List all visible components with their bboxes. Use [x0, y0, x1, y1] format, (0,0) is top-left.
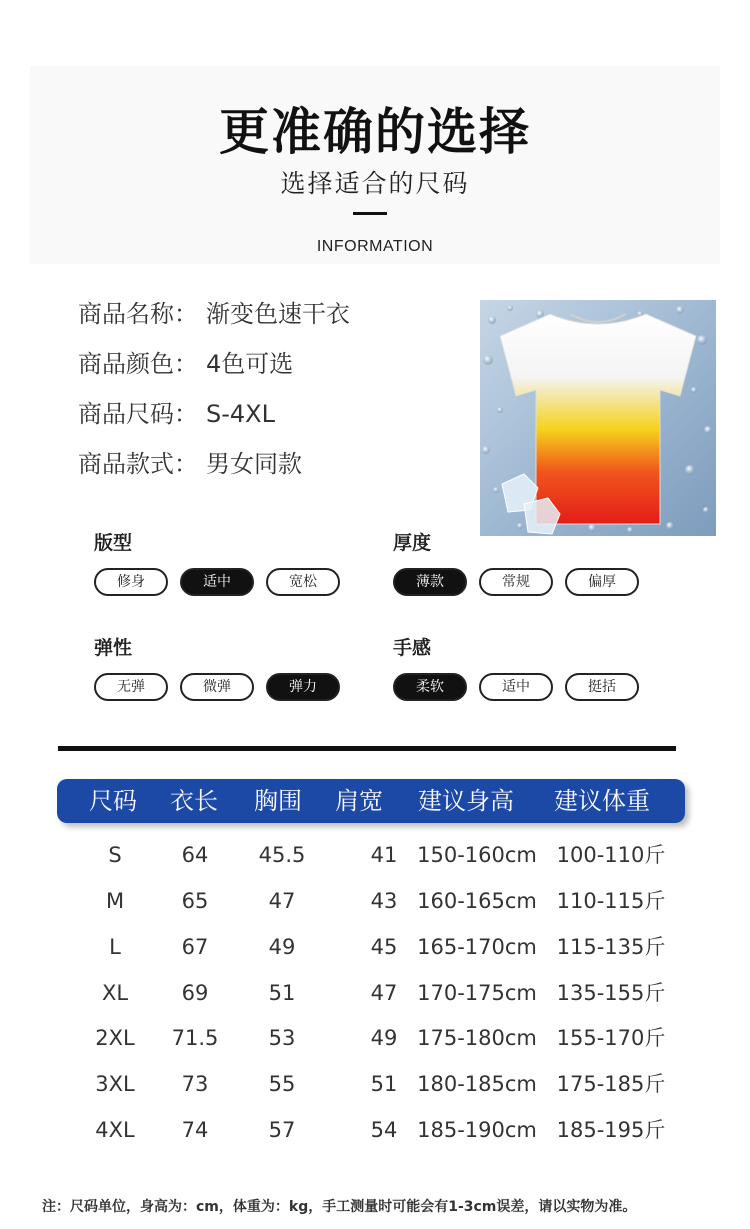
cell-shoulder: 41 — [370, 843, 398, 867]
feel-option-crisp[interactable]: 挺括 — [565, 673, 639, 701]
cell-shoulder: 45 — [370, 935, 398, 959]
cell-size: M — [105, 889, 125, 913]
spec-row-color — [78, 346, 350, 396]
cell-height: 165-170cm — [417, 935, 537, 959]
spec-value: S-4XL — [206, 400, 275, 428]
table-row — [0, 1020, 750, 1056]
cell-size: 4XL — [95, 1118, 135, 1142]
cell-height: 150-160cm — [417, 843, 537, 867]
page-title: 更准确的选择 — [219, 103, 531, 161]
cell-weight: 185-195斤 — [556, 1118, 666, 1142]
spec-value: 4色可选 — [206, 350, 294, 378]
spec-value: 渐变色速干衣 — [206, 300, 350, 328]
col-header-length: 衣长 — [170, 787, 218, 815]
spec-label: 商品颜色： — [78, 350, 198, 378]
spec-label: 商品款式： — [78, 450, 198, 478]
title-divider — [353, 212, 387, 215]
attr-elasticity-title: 弹性 — [94, 637, 133, 659]
cell-height: 175-180cm — [417, 1026, 537, 1050]
cell-chest: 55 — [268, 1072, 296, 1096]
product-image — [480, 300, 716, 536]
spec-value: 男女同款 — [206, 450, 302, 478]
information-label: INFORMATION — [316, 238, 434, 255]
spec-row-style — [78, 446, 350, 496]
cell-height: 160-165cm — [417, 889, 537, 913]
cell-size: XL — [101, 981, 129, 1005]
cell-shoulder: 51 — [370, 1072, 398, 1096]
cell-length: 69 — [181, 981, 209, 1005]
cell-shoulder: 49 — [370, 1026, 398, 1050]
attr-thickness — [393, 528, 639, 596]
cell-shoulder: 43 — [370, 889, 398, 913]
attr-feel-title: 手感 — [393, 637, 432, 659]
table-row — [0, 837, 750, 873]
cell-weight: 175-185斤 — [556, 1072, 666, 1096]
cell-length: 67 — [181, 935, 209, 959]
cell-chest: 53 — [268, 1026, 296, 1050]
attr-feel — [393, 633, 639, 701]
cell-size: L — [109, 935, 121, 959]
elasticity-option-stretch[interactable]: 弹力 — [266, 673, 340, 701]
cell-weight: 100-110斤 — [556, 843, 666, 867]
thickness-option-normal[interactable]: 常规 — [479, 568, 553, 596]
tshirt-photo-icon — [480, 300, 716, 536]
cell-height: 180-185cm — [417, 1072, 537, 1096]
section-divider — [58, 746, 676, 751]
col-header-shoulder: 肩宽 — [335, 787, 383, 815]
fit-option-slim[interactable]: 修身 — [94, 568, 168, 596]
attr-elasticity — [94, 633, 340, 701]
cell-length: 65 — [181, 889, 209, 913]
cell-length: 71.5 — [171, 1026, 219, 1050]
cell-chest: 45.5 — [258, 843, 306, 867]
table-row — [0, 1112, 750, 1148]
cell-weight: 155-170斤 — [556, 1026, 666, 1050]
fit-option-loose[interactable]: 宽松 — [266, 568, 340, 596]
cell-weight: 110-115斤 — [556, 889, 666, 913]
cell-weight: 135-155斤 — [556, 981, 666, 1005]
cell-chest: 57 — [268, 1118, 296, 1142]
cell-height: 185-190cm — [417, 1118, 537, 1142]
cell-chest: 49 — [268, 935, 296, 959]
cell-chest: 51 — [268, 981, 296, 1005]
spec-label: 商品尺码： — [78, 400, 198, 428]
thickness-option-thick[interactable]: 偏厚 — [565, 568, 639, 596]
elasticity-option-slight[interactable]: 微弹 — [180, 673, 254, 701]
cell-size: S — [108, 843, 122, 867]
spec-row-size — [78, 396, 350, 446]
cell-shoulder: 54 — [370, 1118, 398, 1142]
fit-option-regular[interactable]: 适中 — [180, 568, 254, 596]
footnote: 注：尺码单位，身高为：cm，体重为：kg，手工测量时可能会有1-3cm误差，请以实物为准。 — [42, 1199, 637, 1215]
product-spec-list — [78, 296, 350, 496]
cell-shoulder: 47 — [370, 981, 398, 1005]
col-header-size: 尺码 — [89, 787, 137, 815]
attr-thickness-title: 厚度 — [393, 532, 432, 554]
table-row — [0, 929, 750, 965]
col-header-height: 建议身高 — [418, 787, 514, 815]
col-header-weight: 建议体重 — [554, 787, 650, 815]
page-subtitle: 选择适合的尺码 — [280, 169, 470, 198]
table-row — [0, 883, 750, 919]
cell-length: 74 — [181, 1118, 209, 1142]
table-row — [0, 1066, 750, 1102]
size-table-header — [57, 779, 685, 823]
cell-weight: 115-135斤 — [556, 935, 666, 959]
attr-fit-title: 版型 — [94, 532, 133, 554]
feel-option-medium[interactable]: 适中 — [479, 673, 553, 701]
cell-length: 64 — [181, 843, 209, 867]
table-row — [0, 975, 750, 1011]
cell-size: 2XL — [95, 1026, 135, 1050]
cell-chest: 47 — [268, 889, 296, 913]
elasticity-option-none[interactable]: 无弹 — [94, 673, 168, 701]
spec-label: 商品名称： — [78, 300, 198, 328]
feel-option-soft[interactable]: 柔软 — [393, 673, 467, 701]
cell-length: 73 — [181, 1072, 209, 1096]
thickness-option-thin[interactable]: 薄款 — [393, 568, 467, 596]
attr-fit — [94, 528, 340, 596]
cell-height: 170-175cm — [417, 981, 537, 1005]
spec-row-name — [78, 296, 350, 346]
col-header-chest: 胸围 — [254, 787, 302, 815]
cell-size: 3XL — [95, 1072, 135, 1096]
